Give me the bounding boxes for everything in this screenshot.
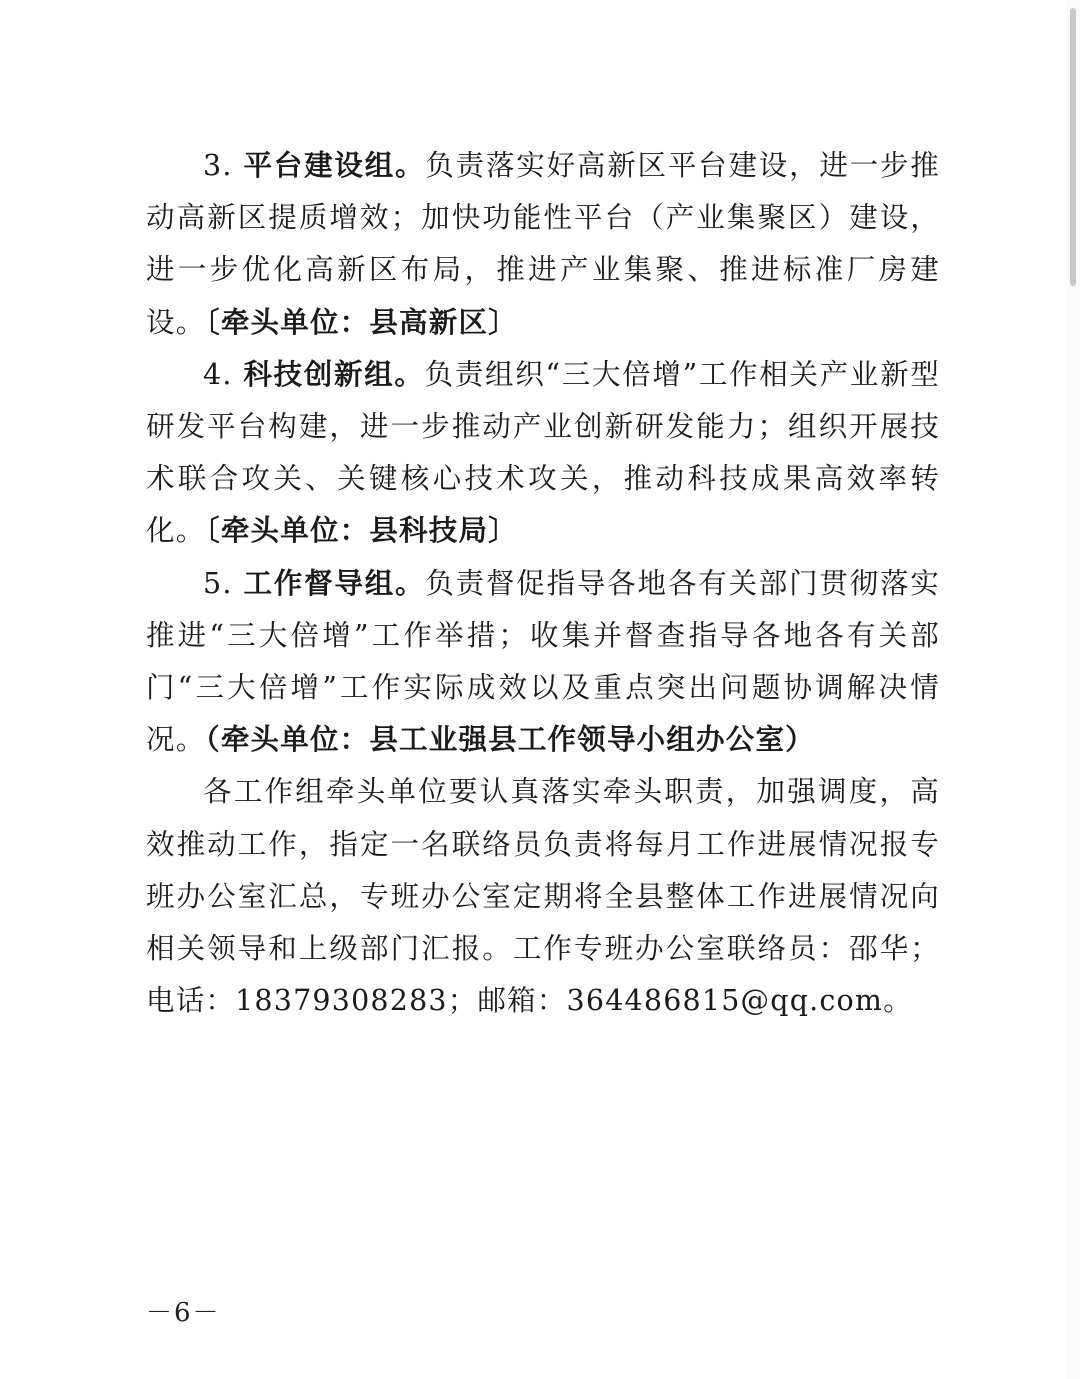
lead-unit: 〔牵头单位：县科技局〕 — [205, 514, 518, 548]
group-heading: 工作督导组。 — [243, 566, 426, 600]
lead-unit: 〔牵头单位：县高新区〕 — [205, 305, 518, 339]
document-content — [146, 140, 940, 1027]
item-number: 5. — [203, 566, 233, 600]
item-number: 3. — [203, 149, 233, 182]
group-description: 负责督促指导各地各有关部门贯彻落实推进“三大倍增”工作举措；收集并督查指导各地各有关部门“三大倍增”工作实际成效以及重点突出问题协调解决情况。 — [146, 566, 941, 757]
paragraph-platform-group — [146, 140, 940, 349]
group-heading: 平台建设组。 — [243, 149, 426, 182]
paragraph-closing: 各工作组牵头单位要认真落实牵头职责，加强调度，高效推动工作，指定一名联络员负责将每月工作进展情况报专班办公室汇总，专班办公室定期将全县整体工作进展情况向相关领导和上级部门汇报。工作专班办公室联络员：邵华；电话：18379308283；邮箱：364486815@qq.com。 — [146, 775, 940, 1018]
item-number: 4. — [203, 357, 233, 391]
lead-unit: （牵头单位：县工业强县工作领导小组办公室） — [205, 723, 815, 757]
group-heading: 科技创新组。 — [243, 357, 425, 391]
group-description: 负责组织“三大倍增”工作相关产业新型研发平台构建，进一步推动产业创新研发能力；组织开展技术联合攻关、关键核心技术攻关，推动科技成果高效率转化。 — [146, 357, 940, 548]
paragraph-supervision-group — [146, 558, 940, 767]
scrollbar[interactable] — [1066, 0, 1080, 1379]
group-description: 负责落实好高新区平台建设，进一步推动高新区提质增效；加快功能性平台（产业集聚区）建设，进一步优化高新区布局，推进产业集聚、推进标准厂房建设。 — [146, 149, 941, 339]
page-number: －6－ — [146, 1298, 221, 1328]
paragraph-tech-innovation-group — [146, 349, 940, 558]
scrollbar-thumb[interactable] — [1070, 8, 1076, 286]
